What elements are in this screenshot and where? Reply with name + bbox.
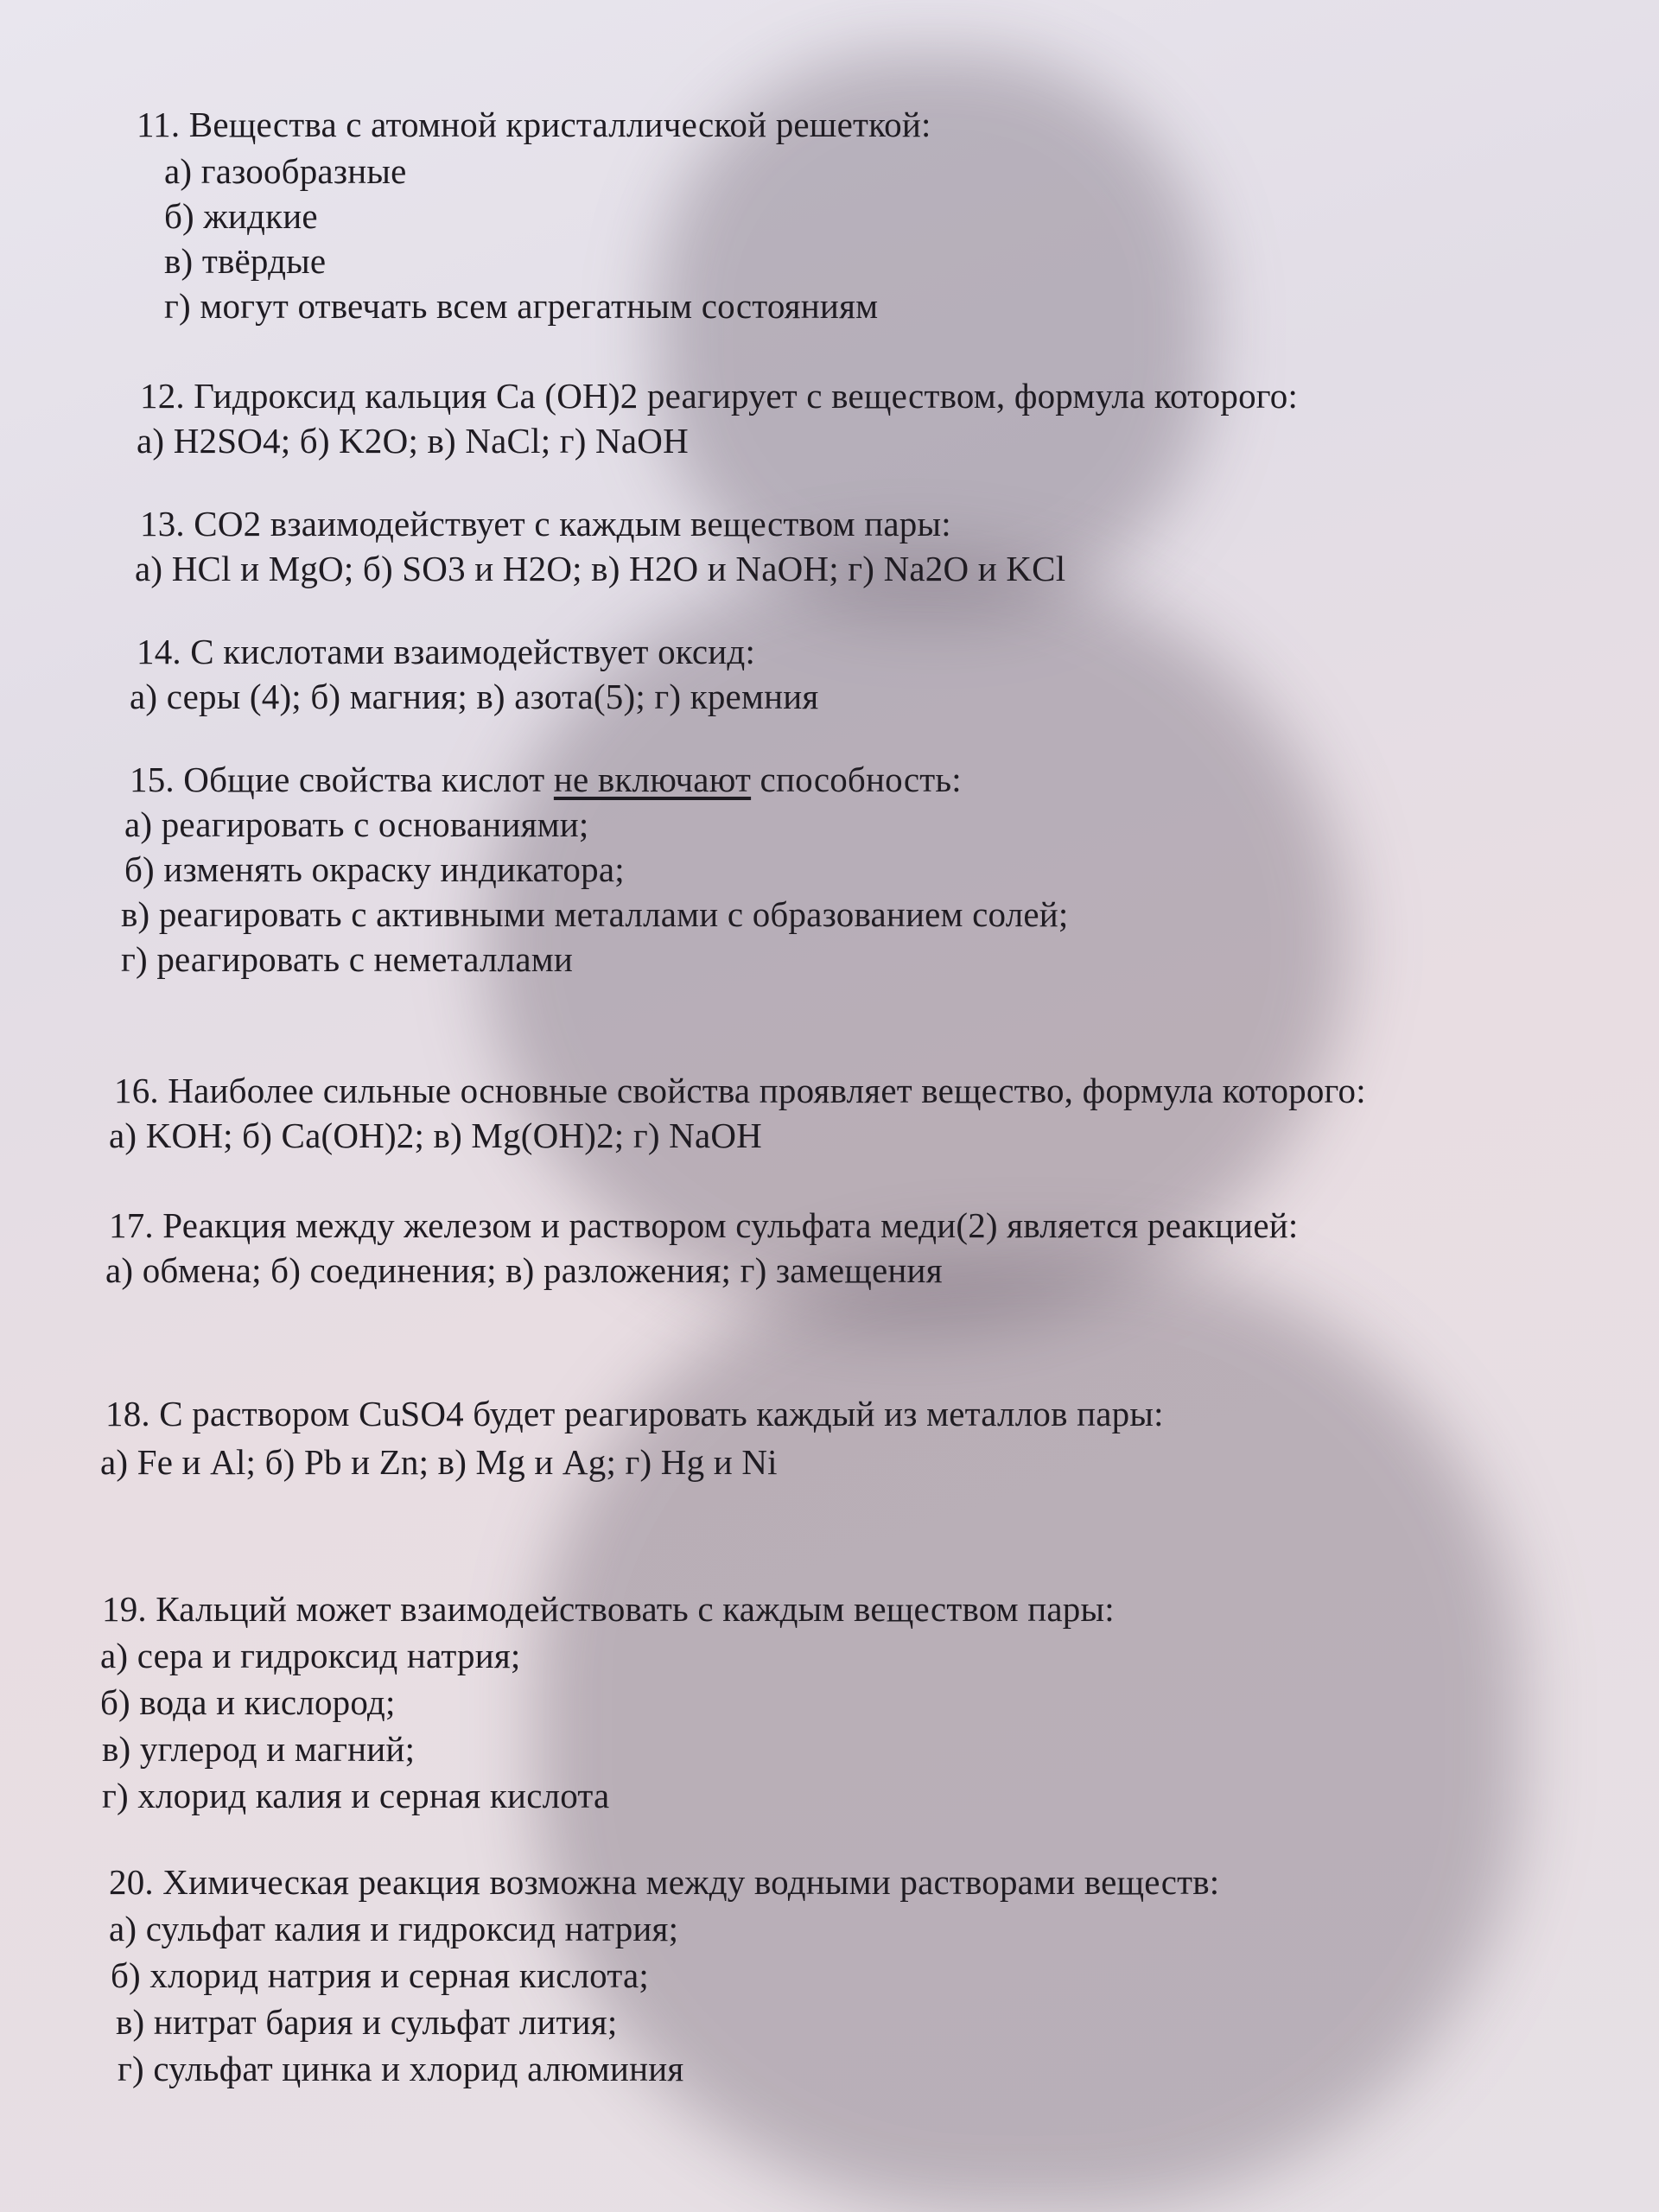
question-18-title: 18. С раствором CuSO4 будет реагировать каждый из металлов пары: <box>105 1394 1164 1433</box>
question-20-option-d: г) сульфат цинка и хлорид алюминия <box>118 2049 684 2088</box>
question-13-options: а) HCl и MgO; б) SO3 и H2O; в) H2O и NaOH; г) Na2O и KCl <box>135 549 1066 588</box>
question-19-option-c: в) углерод и магний; <box>102 1729 416 1769</box>
question-20-title: 20. Химическая реакция возможна между водными растворами веществ: <box>109 1862 1220 1902</box>
question-16-options: а) KOH; б) Ca(OH)2; в) Mg(OH)2; г) NaOH <box>109 1116 762 1155</box>
question-15-title-underlined: не включают <box>553 760 752 799</box>
question-11-option-a: а) газообразные <box>164 151 407 191</box>
question-11-title: 11. Вещества с атомной кристаллической решеткой: <box>137 105 931 144</box>
question-15-option-d: г) реагировать с неметаллами <box>121 939 574 979</box>
question-14-options: а) серы (4); б) магния; в) азота(5); г) кремния <box>130 677 819 716</box>
question-16-title: 16. Наиболее сильные основные свойства проявляет вещество, формула которого: <box>114 1071 1366 1110</box>
question-19-title: 19. Кальций может взаимодействовать с каждым веществом пары: <box>102 1589 1115 1629</box>
question-19-option-a: а) сера и гидроксид натрия; <box>100 1636 521 1675</box>
question-15-title-start: 15. Общие свойства кислот <box>130 760 554 799</box>
question-20-option-b: б) хлорид натрия и серная кислота; <box>111 1955 649 1995</box>
question-15-title-end: способность: <box>751 760 962 799</box>
question-19-option-b: б) вода и кислород; <box>100 1682 396 1722</box>
question-11-option-b: б) жидкие <box>164 196 318 236</box>
question-17-title: 17. Реакция между железом и раствором сульфата меди(2) является реакцией: <box>109 1205 1299 1245</box>
question-15-option-a: а) реагировать с основаниями; <box>124 804 589 844</box>
question-20-option-c: в) нитрат бария и сульфат лития; <box>116 2002 618 2042</box>
question-18-options: а) Fe и Al; б) Pb и Zn; в) Mg и Ag; г) Hg и Ni <box>100 1442 778 1482</box>
question-12-options: а) H2SO4; б) K2O; в) NaCl; г) NaOH <box>137 421 689 461</box>
question-20-option-a: а) сульфат калия и гидроксид натрия; <box>109 1909 679 1948</box>
question-12-title: 12. Гидроксид кальция Са (ОН)2 реагирует с веществом, формула которого: <box>140 376 1299 416</box>
question-11-option-d: г) могут отвечать всем агрегатным состояниям <box>164 286 879 326</box>
question-19-option-d: г) хлорид калия и серная кислота <box>102 1776 610 1815</box>
question-15-option-c: в) реагировать с активными металлами с образованием солей; <box>121 894 1069 934</box>
question-15-title <box>130 757 962 802</box>
question-14-title: 14. С кислотами взаимодействует оксид: <box>137 632 756 671</box>
question-15-option-b: б) изменять окраску индикатора; <box>124 849 625 889</box>
question-17-options: а) обмена; б) соединения; в) разложения; г) замещения <box>105 1250 943 1290</box>
question-11-option-c: в) твёрдые <box>164 241 327 281</box>
question-13-title: 13. СО2 взаимодействует с каждым веществом пары: <box>140 504 951 543</box>
